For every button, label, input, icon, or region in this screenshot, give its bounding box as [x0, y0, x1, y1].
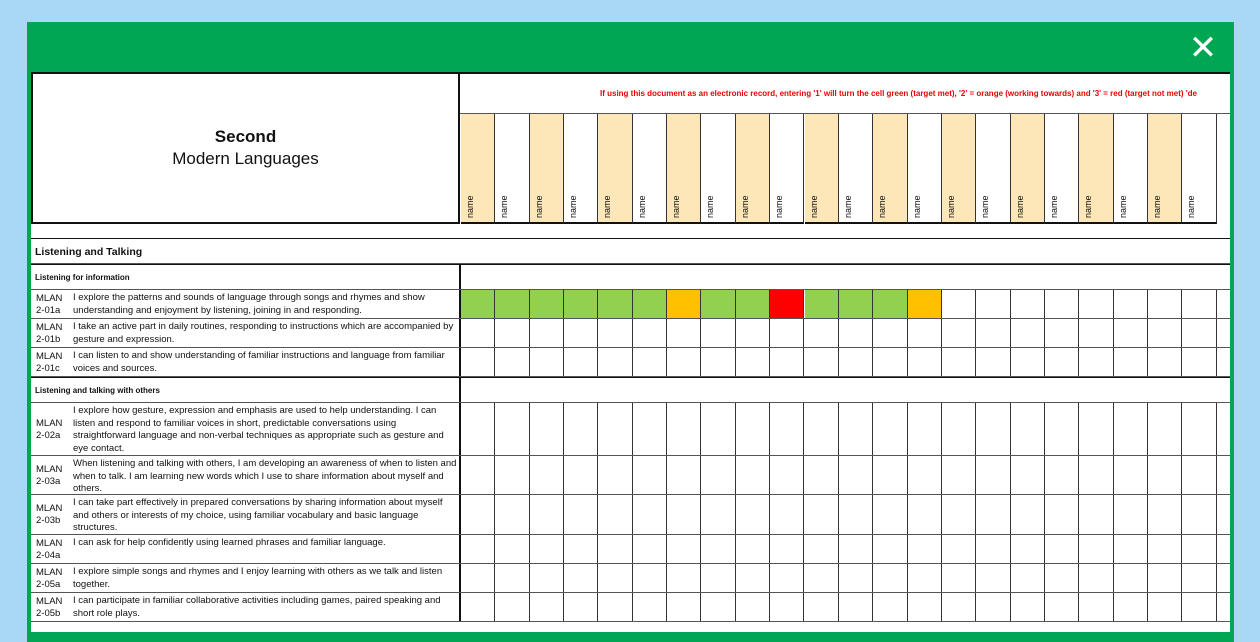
mark-cell[interactable]	[1011, 495, 1045, 534]
student-column-header[interactable]	[873, 114, 907, 224]
mark-cell[interactable]	[495, 564, 529, 592]
student-column-header[interactable]	[1182, 114, 1216, 224]
student-column-header[interactable]	[1079, 114, 1113, 224]
outcome-code: MLAN 2-01a	[36, 292, 63, 316]
mark-cell[interactable]	[736, 403, 770, 455]
mark-cell[interactable]	[1079, 319, 1113, 347]
title-subject: Modern Languages	[172, 149, 319, 168]
mark-cell[interactable]	[564, 495, 598, 534]
student-column-header[interactable]	[564, 114, 598, 224]
mark-cell[interactable]	[1079, 535, 1113, 563]
outcome-description: When listening and talking with others, I am developing an awareness of when to listen and when to talk. I am learning new words which I use to share information about myself and others.	[73, 458, 457, 494]
mark-cell[interactable]	[1114, 348, 1148, 376]
mark-cell[interactable]	[839, 319, 873, 347]
mark-cell[interactable]	[770, 564, 804, 592]
mark-cell[interactable]	[564, 290, 598, 318]
mark-cell[interactable]	[633, 290, 667, 318]
mark-cell[interactable]	[942, 495, 976, 534]
mark-cell[interactable]	[1148, 495, 1182, 534]
mark-cell[interactable]	[1148, 319, 1182, 347]
outcome-text-cell	[31, 535, 461, 563]
outcome-code: MLAN 2-04a	[36, 537, 63, 561]
mark-cell[interactable]	[976, 290, 1010, 318]
mark-cell[interactable]	[1148, 593, 1182, 621]
student-column-header[interactable]	[1148, 114, 1182, 224]
outcome-text-cell	[31, 456, 461, 494]
mark-cell[interactable]	[461, 319, 495, 347]
instruction-note-box	[460, 72, 1230, 114]
mark-cell[interactable]	[530, 593, 564, 621]
outcome-description: I explore the patterns and sounds of language through songs and rhymes and show understanding and enjoyment by listening, joining in and responding.	[73, 292, 425, 316]
close-x-icon[interactable]: ✕	[1188, 28, 1218, 68]
title-box	[31, 72, 460, 224]
mark-cell[interactable]	[770, 319, 804, 347]
mark-cell[interactable]	[908, 456, 942, 494]
student-name-label: name	[533, 195, 544, 218]
mark-cell[interactable]	[976, 319, 1010, 347]
mark-cell[interactable]	[873, 495, 907, 534]
mark-cell[interactable]	[633, 456, 667, 494]
outcome-row	[31, 319, 1230, 348]
mark-cell[interactable]	[530, 290, 564, 318]
mark-cell[interactable]	[908, 564, 942, 592]
mark-cell[interactable]	[1148, 564, 1182, 592]
mark-cell[interactable]	[667, 348, 701, 376]
student-column-header[interactable]	[770, 114, 804, 224]
mark-cell[interactable]	[839, 290, 873, 318]
mark-cell[interactable]	[805, 456, 839, 494]
mark-cell[interactable]	[1148, 290, 1182, 318]
mark-cell[interactable]	[770, 403, 804, 455]
mark-cell[interactable]	[461, 456, 495, 494]
mark-cell[interactable]	[495, 495, 529, 534]
mark-cell[interactable]	[839, 348, 873, 376]
mark-cell[interactable]	[736, 495, 770, 534]
mark-cell[interactable]	[942, 564, 976, 592]
student-name-label: name	[1083, 195, 1094, 218]
mark-cell[interactable]	[908, 403, 942, 455]
mark-cell[interactable]	[633, 403, 667, 455]
subsection-title: Listening for information	[35, 273, 130, 282]
mark-cell[interactable]	[1182, 593, 1216, 621]
outcome-code: MLAN 2-02a	[36, 417, 63, 441]
outcome-code: MLAN 2-05a	[36, 566, 63, 590]
mark-cell[interactable]	[1045, 403, 1079, 455]
mark-cell[interactable]	[839, 564, 873, 592]
mark-cell[interactable]	[873, 319, 907, 347]
student-name-label: name	[808, 195, 819, 218]
mark-cell[interactable]	[1011, 290, 1045, 318]
mark-cell[interactable]	[908, 495, 942, 534]
mark-cell[interactable]	[633, 564, 667, 592]
mark-cell[interactable]	[1114, 456, 1148, 494]
student-column-header[interactable]	[1114, 114, 1148, 224]
student-column-header[interactable]	[976, 114, 1010, 224]
student-name-label: name	[911, 195, 922, 218]
mark-cell[interactable]	[1182, 348, 1216, 376]
mark-cell[interactable]	[495, 403, 529, 455]
mark-cell[interactable]	[667, 535, 701, 563]
student-column-header[interactable]	[461, 114, 495, 224]
mark-cell[interactable]	[1182, 456, 1216, 494]
mark-cell[interactable]	[667, 593, 701, 621]
outcome-description: I can take part effectively in prepared conversations by sharing information about myself and others or interests of my choice, using familiar vocabulary and basic language structures.	[73, 497, 443, 533]
mark-cell[interactable]	[770, 348, 804, 376]
mark-cell[interactable]	[942, 535, 976, 563]
mark-cell[interactable]	[1079, 495, 1113, 534]
student-name-label: name	[1152, 195, 1162, 218]
mark-cell[interactable]	[736, 456, 770, 494]
mark-cell[interactable]	[976, 593, 1010, 621]
student-name-label: name	[1048, 195, 1059, 218]
mark-cell[interactable]	[1011, 535, 1045, 563]
outcome-row	[31, 593, 1230, 622]
mark-cell[interactable]	[805, 348, 839, 376]
mark-cell[interactable]	[839, 535, 873, 563]
mark-cell[interactable]	[1114, 403, 1148, 455]
student-column-header[interactable]	[839, 114, 873, 224]
mark-cell[interactable]	[770, 593, 804, 621]
mark-cell[interactable]	[1011, 319, 1045, 347]
mark-cell[interactable]	[701, 495, 735, 534]
mark-cell[interactable]	[598, 348, 632, 376]
mark-cell[interactable]	[495, 593, 529, 621]
student-column-header[interactable]	[598, 114, 632, 224]
mark-cell[interactable]	[1182, 290, 1216, 318]
mark-cell[interactable]	[805, 593, 839, 621]
mark-cell[interactable]	[530, 319, 564, 347]
student-column-header[interactable]	[1045, 114, 1079, 224]
outcome-row	[31, 348, 1230, 377]
mark-cell[interactable]	[1148, 348, 1182, 376]
mark-cell[interactable]	[873, 593, 907, 621]
mark-cell[interactable]	[736, 348, 770, 376]
outcome-code: MLAN 2-01b	[36, 321, 63, 345]
mark-cell[interactable]	[873, 348, 907, 376]
outcome-description: I explore simple songs and rhymes and I enjoy learning with others as we talk and listen together.	[73, 566, 443, 590]
mark-cell[interactable]	[598, 535, 632, 563]
mark-cell[interactable]	[1079, 564, 1113, 592]
outcome-description: I take an active part in daily routines, responding to instructions which are accompanied by gesture and expression.	[73, 321, 454, 345]
mark-cell[interactable]	[976, 403, 1010, 455]
student-name-label: name	[842, 195, 853, 218]
mark-cell[interactable]	[1045, 456, 1079, 494]
mark-cell[interactable]	[1045, 495, 1079, 534]
mark-cell[interactable]	[873, 564, 907, 592]
outcome-code: MLAN 2-05b	[36, 595, 63, 619]
mark-cell[interactable]	[1011, 403, 1045, 455]
mark-cell[interactable]	[942, 456, 976, 494]
mark-cell[interactable]	[598, 290, 632, 318]
mark-cell[interactable]	[701, 535, 735, 563]
student-name-label: name	[1117, 195, 1128, 218]
mark-cell[interactable]	[564, 348, 598, 376]
mark-cell[interactable]	[805, 319, 839, 347]
mark-cell[interactable]	[461, 593, 495, 621]
student-name-label: name	[568, 195, 579, 218]
student-name-label: name	[705, 195, 716, 218]
mark-cell[interactable]	[1182, 319, 1216, 347]
mark-cell[interactable]	[564, 403, 598, 455]
outcome-row	[31, 535, 1230, 564]
mark-cell[interactable]	[1079, 348, 1113, 376]
outcome-code: MLAN 2-03b	[36, 503, 63, 526]
mark-cell[interactable]	[701, 348, 735, 376]
mark-cell[interactable]	[667, 495, 701, 534]
mark-cell[interactable]	[495, 348, 529, 376]
mark-cell[interactable]	[701, 456, 735, 494]
mark-cell[interactable]	[598, 319, 632, 347]
mark-cell[interactable]	[976, 535, 1010, 563]
mark-cell[interactable]	[908, 348, 942, 376]
mark-cell[interactable]	[839, 456, 873, 494]
mark-cell[interactable]	[942, 319, 976, 347]
mark-cell[interactable]	[736, 319, 770, 347]
mark-cell[interactable]	[1079, 403, 1113, 455]
mark-cell[interactable]	[1114, 319, 1148, 347]
mark-cell[interactable]	[598, 564, 632, 592]
mark-cell[interactable]	[701, 564, 735, 592]
mark-cell[interactable]	[530, 495, 564, 534]
mark-cell[interactable]	[1114, 593, 1148, 621]
title-level: Second	[214, 127, 277, 146]
mark-cell[interactable]	[701, 319, 735, 347]
mark-cell[interactable]	[461, 495, 495, 534]
mark-cell[interactable]	[564, 319, 598, 347]
mark-cell[interactable]	[873, 535, 907, 563]
mark-cell[interactable]	[1045, 319, 1079, 347]
mark-cell[interactable]	[633, 348, 667, 376]
mark-cell[interactable]	[1182, 535, 1216, 563]
mark-cell[interactable]	[736, 290, 770, 318]
outcome-text-cell	[31, 495, 461, 534]
mark-cell[interactable]	[1011, 564, 1045, 592]
student-name-label: name	[499, 195, 510, 218]
student-column-header[interactable]	[908, 114, 942, 224]
outcome-description: I can listen to and show understanding of familiar instructions and language from familiar voices and sources.	[73, 350, 445, 374]
mark-cell[interactable]	[805, 403, 839, 455]
mark-cell[interactable]	[736, 535, 770, 563]
mark-cell[interactable]	[1182, 564, 1216, 592]
mark-cell[interactable]	[1045, 348, 1079, 376]
student-name-label: name	[1186, 195, 1197, 218]
mark-cell[interactable]	[461, 403, 495, 455]
mark-cell[interactable]	[770, 456, 804, 494]
mark-cell[interactable]	[908, 593, 942, 621]
mark-cell[interactable]	[564, 535, 598, 563]
mark-cell[interactable]	[805, 495, 839, 534]
mark-cell[interactable]	[736, 593, 770, 621]
mark-cell[interactable]	[495, 319, 529, 347]
mark-cell[interactable]	[1079, 290, 1113, 318]
student-column-header[interactable]	[1011, 114, 1045, 224]
mark-cell[interactable]	[1079, 593, 1113, 621]
mark-cell[interactable]	[770, 495, 804, 534]
student-column-header[interactable]	[667, 114, 701, 224]
mark-cell[interactable]	[461, 348, 495, 376]
mark-cell[interactable]	[667, 403, 701, 455]
mark-cell[interactable]	[1114, 564, 1148, 592]
mark-cell[interactable]	[598, 593, 632, 621]
mark-cell[interactable]	[1182, 495, 1216, 534]
student-name-label: name	[774, 195, 785, 218]
outcome-description: I can participate in familiar collaborative activities including games, paired speaking and short role plays.	[73, 595, 441, 619]
mark-cell[interactable]	[942, 593, 976, 621]
mark-cell[interactable]	[1114, 495, 1148, 534]
student-column-header[interactable]	[805, 114, 839, 224]
mark-cell[interactable]	[598, 495, 632, 534]
mark-cell[interactable]	[942, 348, 976, 376]
mark-cell[interactable]	[942, 290, 976, 318]
mark-cell[interactable]	[633, 593, 667, 621]
mark-cell[interactable]	[976, 348, 1010, 376]
outcome-row	[31, 403, 1230, 456]
student-name-label: name	[636, 195, 647, 218]
outcome-code: MLAN 2-01c	[36, 350, 63, 374]
mark-cell[interactable]	[1045, 290, 1079, 318]
instruction-note: If using this document as an electronic record, entering '1' will turn the cell green (target met), '2' = orange (working towards) and '3' = red (target not met) 'de	[600, 89, 1197, 98]
mark-cell[interactable]	[1114, 290, 1148, 318]
outcome-row	[31, 495, 1230, 535]
mark-cell[interactable]	[908, 290, 942, 318]
mark-cell[interactable]	[633, 319, 667, 347]
subsection-header	[31, 377, 1230, 403]
mark-cell[interactable]	[839, 593, 873, 621]
mark-cell[interactable]	[1079, 456, 1113, 494]
mark-cell[interactable]	[495, 535, 529, 563]
outcome-row	[31, 456, 1230, 495]
section-header	[31, 238, 1230, 264]
mark-cell[interactable]	[667, 456, 701, 494]
outcome-text-cell	[31, 564, 461, 592]
mark-cell[interactable]	[701, 290, 735, 318]
student-column-header[interactable]	[495, 114, 529, 224]
mark-cell[interactable]	[564, 456, 598, 494]
mark-cell[interactable]	[461, 535, 495, 563]
mark-cell[interactable]	[839, 495, 873, 534]
mark-cell[interactable]	[770, 535, 804, 563]
student-name-label: name	[602, 195, 613, 218]
mark-cell[interactable]	[908, 535, 942, 563]
mark-cell[interactable]	[564, 593, 598, 621]
mark-cell[interactable]	[701, 593, 735, 621]
student-column-header[interactable]	[633, 114, 667, 224]
student-column-header[interactable]	[942, 114, 976, 224]
student-name-label: name	[465, 195, 475, 218]
mark-cell[interactable]	[633, 535, 667, 563]
outcome-row	[31, 290, 1230, 319]
outcome-text-cell	[31, 290, 461, 318]
mark-cell[interactable]	[495, 290, 529, 318]
mark-cell[interactable]	[598, 456, 632, 494]
mark-cell[interactable]	[667, 290, 701, 318]
student-column-header[interactable]	[736, 114, 770, 224]
mark-cell[interactable]	[1011, 593, 1045, 621]
mark-cell[interactable]	[530, 564, 564, 592]
mark-cell[interactable]	[805, 564, 839, 592]
mark-cell[interactable]	[770, 290, 804, 318]
mark-cell[interactable]	[1182, 403, 1216, 455]
mark-cell[interactable]	[461, 290, 495, 318]
student-column-header[interactable]	[530, 114, 564, 224]
outcome-description: I can ask for help confidently using learned phrases and familiar language.	[73, 537, 386, 548]
mark-cell[interactable]	[736, 564, 770, 592]
mark-cell[interactable]	[1148, 403, 1182, 455]
mark-cell[interactable]	[1045, 535, 1079, 563]
subsection-header	[31, 264, 1230, 290]
student-name-label: name	[671, 195, 682, 218]
outcome-description: I explore how gesture, expression and emphasis are used to help understanding. I can listen and respond to familiar voices in short, predictable conversations using straightforward language and non-verbal techniques as appropriate such as gesture and eye contact.	[73, 405, 444, 454]
mark-cell[interactable]	[839, 403, 873, 455]
mark-cell[interactable]	[873, 290, 907, 318]
mark-cell[interactable]	[942, 403, 976, 455]
section-title: Listening and Talking	[35, 246, 143, 258]
outcome-row	[31, 564, 1230, 593]
mark-cell[interactable]	[873, 456, 907, 494]
mark-cell[interactable]	[805, 535, 839, 563]
student-name-label: name	[739, 195, 750, 218]
mark-cell[interactable]	[1011, 456, 1045, 494]
mark-cell[interactable]	[976, 564, 1010, 592]
outcome-text-cell	[31, 593, 461, 621]
outcome-text-cell	[31, 403, 461, 455]
mark-cell[interactable]	[1011, 348, 1045, 376]
subsection-title: Listening and talking with others	[35, 386, 160, 395]
mark-cell[interactable]	[1045, 593, 1079, 621]
student-name-label: name	[1014, 195, 1025, 218]
mark-cell[interactable]	[530, 535, 564, 563]
mark-cell[interactable]	[667, 319, 701, 347]
mark-cell[interactable]	[530, 456, 564, 494]
mark-cell[interactable]	[495, 456, 529, 494]
assessment-sheet	[31, 72, 1230, 632]
mark-cell[interactable]	[530, 348, 564, 376]
mark-cell[interactable]	[1148, 456, 1182, 494]
mark-cell[interactable]	[461, 564, 495, 592]
mark-cell[interactable]	[1045, 564, 1079, 592]
mark-cell[interactable]	[598, 403, 632, 455]
mark-cell[interactable]	[873, 403, 907, 455]
mark-cell[interactable]	[633, 495, 667, 534]
student-name-label: name	[945, 195, 956, 218]
mark-cell[interactable]	[976, 456, 1010, 494]
student-name-label: name	[980, 195, 991, 218]
mark-cell[interactable]	[805, 290, 839, 318]
mark-cell[interactable]	[530, 403, 564, 455]
mark-cell[interactable]	[564, 564, 598, 592]
student-name-label: name	[877, 195, 888, 218]
student-column-header[interactable]	[701, 114, 735, 224]
outcome-code: MLAN 2-03a	[36, 463, 63, 487]
mark-cell[interactable]	[701, 403, 735, 455]
mark-cell[interactable]	[1148, 535, 1182, 563]
outcome-text-cell	[31, 348, 461, 376]
mark-cell[interactable]	[976, 495, 1010, 534]
outcome-text-cell	[31, 319, 461, 347]
mark-cell[interactable]	[1114, 535, 1148, 563]
mark-cell[interactable]	[908, 319, 942, 347]
mark-cell[interactable]	[667, 564, 701, 592]
